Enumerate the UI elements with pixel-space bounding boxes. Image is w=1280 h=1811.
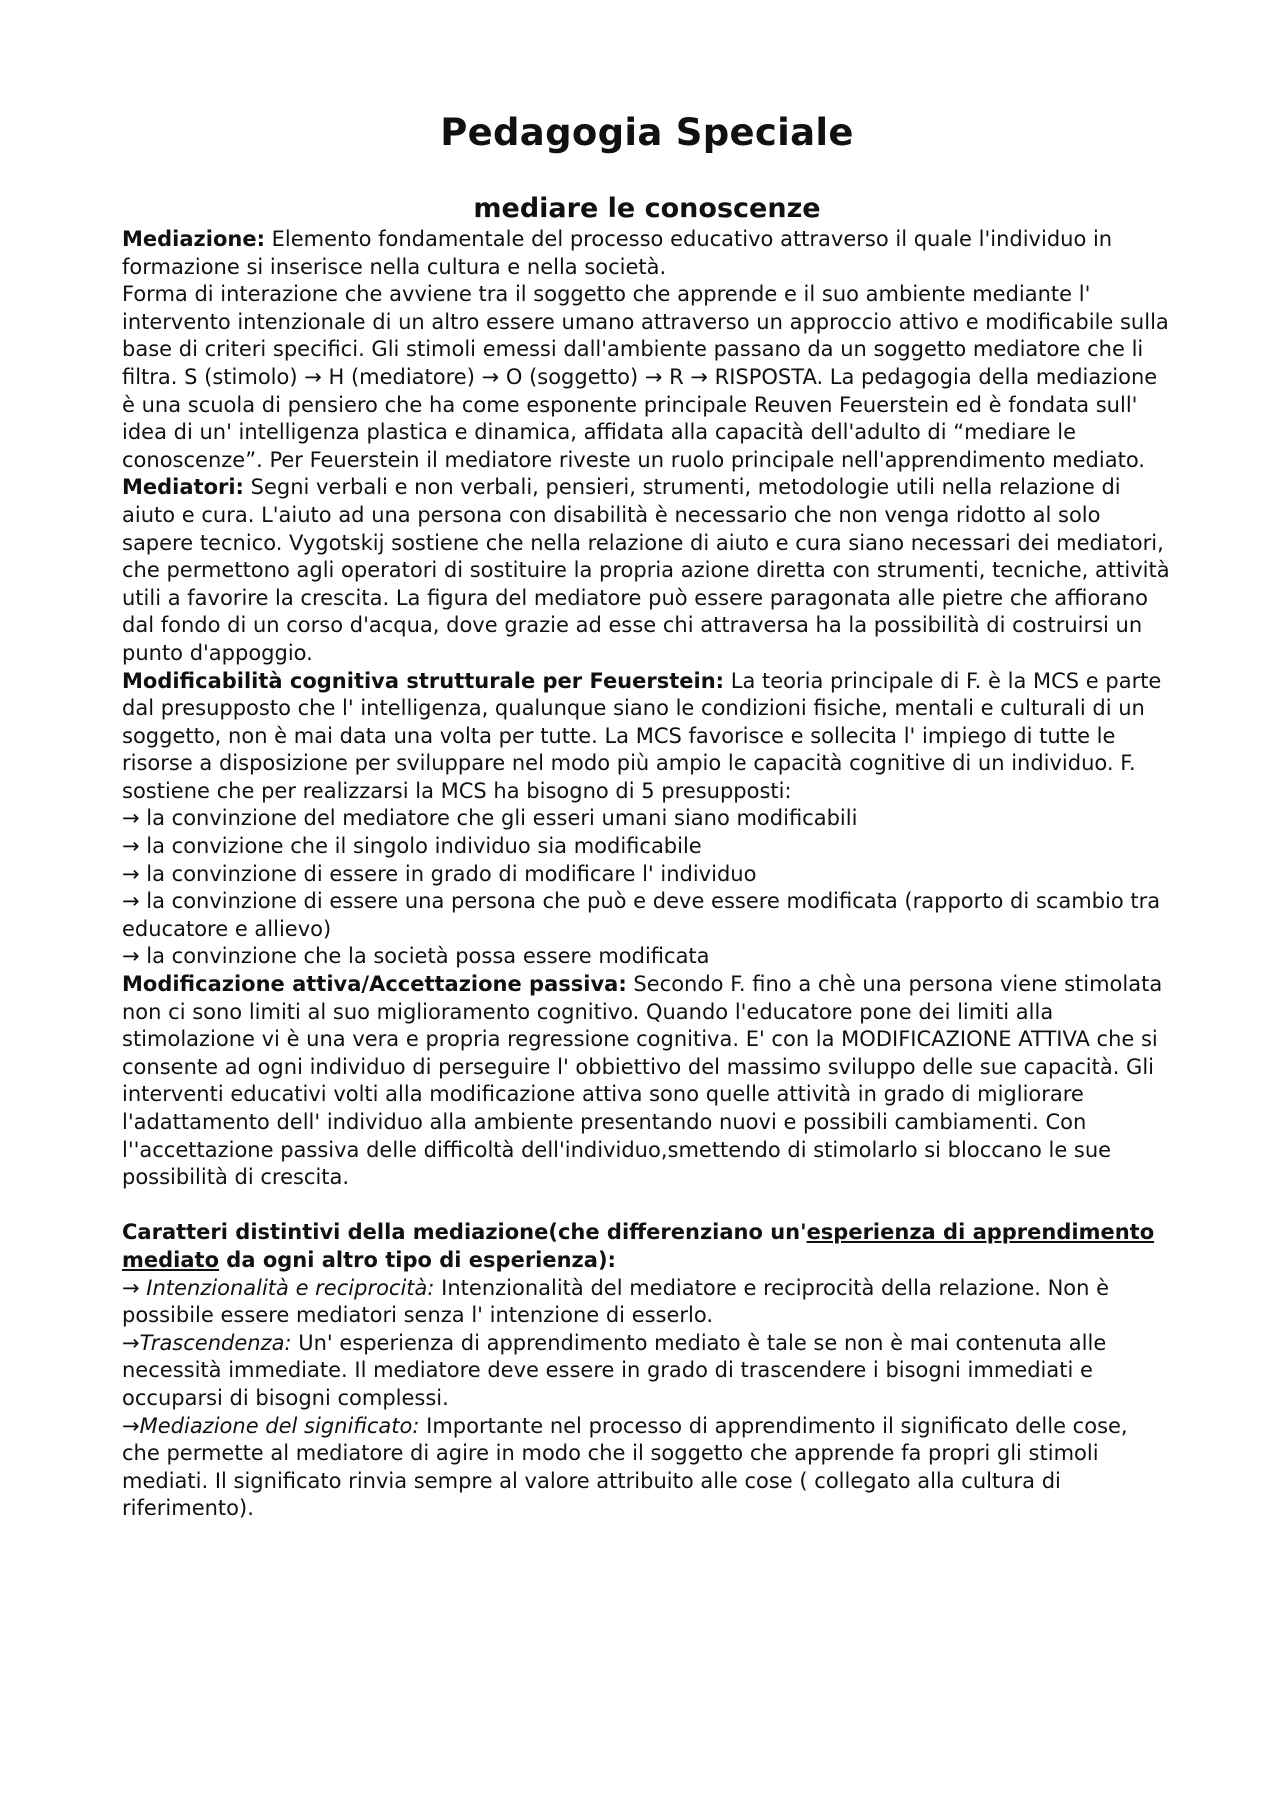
term-label: Modificabilità cognitiva strutturale per Feuerstein: — [122, 668, 725, 693]
heading-part: da ogni altro tipo di esperienza): — [219, 1247, 616, 1272]
term-label: Mediazione: — [122, 227, 265, 251]
arrow-glyph: → — [122, 1413, 140, 1438]
item-text: Un' esperienza di apprendimento mediato è tale se non è mai contenuta alle necessità immediate. Il mediatore deve essere in grado di trascendere i bisogni immediati e occuparsi di bisogni complessi. — [122, 1330, 1107, 1410]
paragraph-mediatori — [122, 474, 1172, 667]
item-label: Intenzionalità e reciprocità: — [146, 1275, 435, 1300]
paragraph-mediazione — [122, 226, 1172, 281]
arrow-glyph: → — [122, 1275, 147, 1300]
term-text: La teoria principale di F. è la MCS e parte dal presupposto che l' intelligenza, qualunque siano le condizioni fisiche, mentali e culturali di un soggetto, non è mai data una volta per tutte. La MCS favorisce e sollecita l' impiego di tutte le risorse a disposizione per sviluppare nel modo più ampio le capacità cognitive di un individuo. F. sostiene che per realizzarsi la MCS ha bisogno di 5 presupposti: — [122, 668, 1162, 803]
list-item: → la convinzione di essere una persona che può e deve essere modificata (rapporto di scambio tra educatore e allievo) — [122, 889, 1161, 941]
term-text: Segni verbali e non verbali, pensieri, strumenti, metodologie utili nella relazione di aiuto e cura. L'aiuto ad una persona con disabilità è necessario che non venga ridotto al solo sapere tecnico. Vygotskij sostiene che nella relazione di aiuto e cura siano necessari dei mediatori, che permettono agli operatori di sostituire la propria azione diretta con strumenti, tecniche, attività utili a favorire la crescita. La figura del mediatore può essere paragonata alle pietre che affiorano dal fondo di un corso d'acqua, dove grazie ad esse chi attraversa ha la possibilità di costruirsi un punto d'appoggio. — [122, 475, 1170, 665]
blank-line — [122, 1192, 1172, 1220]
arrow-glyph: → — [122, 1330, 140, 1355]
item-text: Intenzionalità del mediatore e reciprocità della relazione. Non è possibile essere mediatori senza l' intenzione di esserlo. — [122, 1275, 1110, 1328]
paragraph-mediazione-2: Forma di interazione che avviene tra il soggetto che apprende e il suo ambiente mediante l' intervento intenzionale di un altro essere umano attraverso un approccio attivo e modificabile sulla base di criteri specifici. Gli stimoli emessi dall'ambiente passano da un soggetto mediatore che li filtra. S (stimolo) → H (mediatore) → O (soggetto) → R → RISPOSTA. La pedagogia della mediazione è una scuola di pensiero che ha come esponente principale Reuven Feuerstein ed è fondata sull' idea di un' intelligenza plastica e dinamica, affidata alla capacità dell'adulto di “mediare le conoscenze”. Per Feuerstein il mediatore riveste un ruolo principale nell'apprendimento mediato. — [122, 282, 1169, 472]
document-page — [122, 110, 1172, 1523]
list-item — [122, 1413, 1172, 1523]
term-text: Secondo F. fino a chè una persona viene stimolata non ci sono limiti al suo miglioramento cognitivo. Quando l'educatore pone dei limiti alla stimolazione vi è una vera e propria regressione cognitiva. E' con la MODIFICAZIONE ATTIVA che si consente ad ogni individuo di perseguire l' obbiettivo del massimo sviluppo delle sue capacità. Gli interventi educativi volti alla modificazione attiva sono quelle attività in grado di migliorare l'adattamento dell' individuo alla ambiente presentando nuovi e possibili cambiamenti. Con l''accettazione passiva delle difficoltà dell'individuo,smettendo di stimolarlo si bloccano le sue possibilità di crescita. — [122, 972, 1163, 1190]
list-item: → la convinzione che la società possa essere modificata — [122, 944, 710, 969]
caratteri-heading — [122, 1219, 1172, 1274]
paragraph-modificazione — [122, 971, 1172, 1192]
list-item: → la convinzione di essere in grado di modificare l' individuo — [122, 861, 757, 886]
term-label: Mediatori: — [122, 475, 244, 500]
list-item — [122, 1275, 1172, 1330]
list-item — [122, 1330, 1172, 1413]
item-label: Trascendenza: — [139, 1330, 292, 1355]
term-label: Modificazione attiva/Accettazione passiva: — [122, 972, 627, 997]
document-title: Pedagogia Speciale — [440, 111, 854, 154]
term-text: Elemento fondamentale del processo educativo attraverso il quale l'individuo in formazione si inserisce nella cultura e nella società. — [122, 227, 1113, 279]
section-subtitle: mediare le conoscenze — [473, 193, 821, 224]
heading-part: Caratteri distintivi della mediazione(che differenziano un' — [122, 1220, 807, 1245]
item-text: Importante nel processo di apprendimento il significato delle cose, che permette al mediatore di agire in modo che il soggetto che apprende fa propri gli stimoli mediati. Il significato rinvia sempre al valore attribuito alle cose ( collegato alla cultura di riferimento). — [122, 1413, 1128, 1521]
item-label: Mediazione del significato: — [139, 1413, 420, 1438]
list-item: → la convinzione del mediatore che gli esseri umani siano modificabili — [122, 806, 858, 831]
paragraph-mcs — [122, 668, 1172, 806]
heading-underlined: esperienza di apprendimento mediato — [122, 1220, 1155, 1272]
list-item: → la convizione che il singolo individuo sia modificabile — [122, 834, 702, 859]
